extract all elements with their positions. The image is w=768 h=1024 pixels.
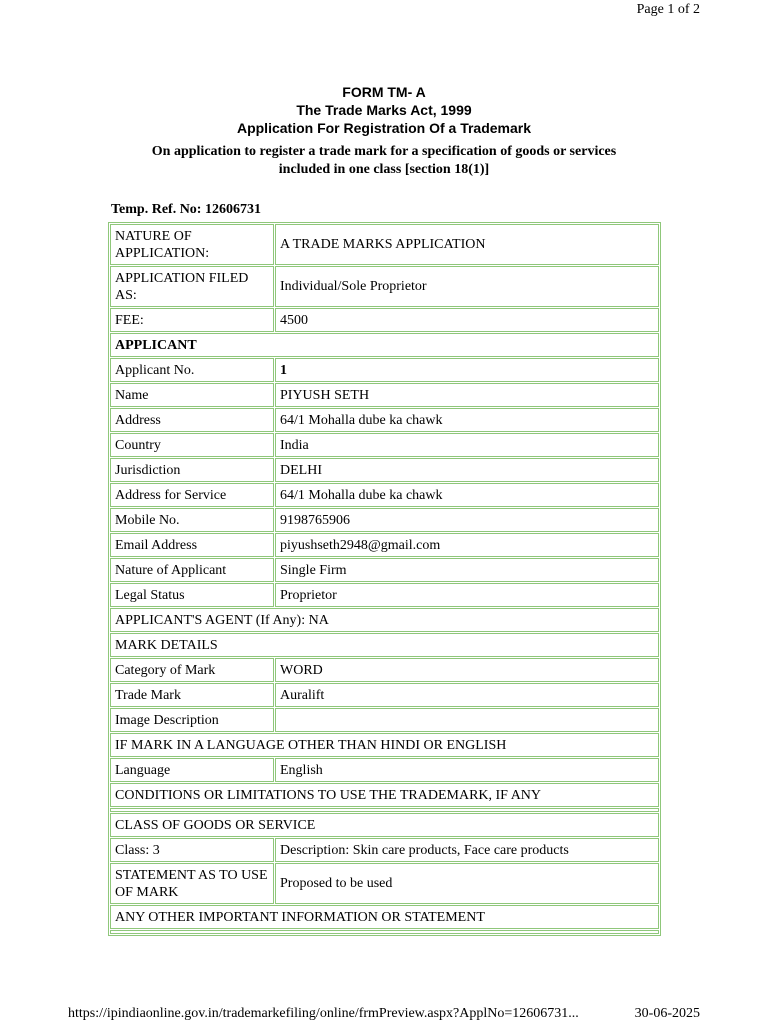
address-value: 64/1 Mohalla dube ka chawk bbox=[275, 408, 659, 432]
applicant-no-value: 1 bbox=[275, 358, 659, 382]
table-row bbox=[110, 483, 659, 507]
section-row bbox=[110, 608, 659, 632]
table-row bbox=[110, 458, 659, 482]
goods-description: Description: Skin care products, Face care products bbox=[275, 838, 659, 862]
email-label: Email Address bbox=[110, 533, 274, 557]
footer-url: https://ipindiaonline.gov.in/trademarkefiling/online/frmPreview.aspx?ApplNo=12606731... bbox=[68, 1006, 579, 1021]
nature-of-applicant-value: Single Firm bbox=[275, 558, 659, 582]
agent-row: APPLICANT'S AGENT (If Any): NA bbox=[110, 608, 659, 632]
category-of-mark-value: WORD bbox=[275, 658, 659, 682]
language-section-header: IF MARK IN A LANGUAGE OTHER THAN HINDI OR ENGLISH bbox=[110, 733, 659, 757]
address-for-service-value: 64/1 Mohalla dube ka chawk bbox=[275, 483, 659, 507]
act-name: The Trade Marks Act, 1999 bbox=[296, 102, 472, 118]
other-info-header: ANY OTHER IMPORTANT INFORMATION OR STATEMENT bbox=[110, 905, 659, 929]
footer-date: 30-06-2025 bbox=[634, 1006, 700, 1021]
applicant-no-label: Applicant No. bbox=[110, 358, 274, 382]
table-row bbox=[110, 358, 659, 382]
nature-of-applicant-label: Nature of Applicant bbox=[110, 558, 274, 582]
table-row bbox=[110, 508, 659, 532]
table-row bbox=[110, 658, 659, 682]
other-info-empty-row bbox=[110, 930, 659, 934]
table-row bbox=[110, 383, 659, 407]
language-value: English bbox=[275, 758, 659, 782]
filed-as-value: Individual/Sole Proprietor bbox=[275, 266, 659, 307]
address-for-service-label: Address for Service bbox=[110, 483, 274, 507]
table-row bbox=[110, 558, 659, 582]
legal-status-label: Legal Status bbox=[110, 583, 274, 607]
table-row bbox=[110, 583, 659, 607]
table-row bbox=[110, 683, 659, 707]
legal-status-value: Proprietor bbox=[275, 583, 659, 607]
class-value: Class: 3 bbox=[110, 838, 274, 862]
form-subtitle bbox=[0, 143, 768, 179]
spacer-row bbox=[110, 930, 659, 934]
country-value: India bbox=[275, 433, 659, 457]
fee-value: 4500 bbox=[275, 308, 659, 332]
trade-mark-label: Trade Mark bbox=[110, 683, 274, 707]
table-row bbox=[110, 408, 659, 432]
country-label: Country bbox=[110, 433, 274, 457]
section-row bbox=[110, 733, 659, 757]
name-value: PIYUSH SETH bbox=[275, 383, 659, 407]
table-row bbox=[110, 308, 659, 332]
mobile-label: Mobile No. bbox=[110, 508, 274, 532]
section-row bbox=[110, 333, 659, 357]
subtitle-line-2: included in one class [section 18(1)] bbox=[278, 162, 490, 177]
jurisdiction-value: DELHI bbox=[275, 458, 659, 482]
name-label: Name bbox=[110, 383, 274, 407]
section-row bbox=[110, 783, 659, 807]
table-row bbox=[110, 708, 659, 732]
form-title: Application For Registration Of a Trademark bbox=[236, 120, 532, 136]
spacer-row bbox=[110, 808, 659, 812]
table-row bbox=[110, 266, 659, 307]
class-of-goods-header: CLASS OF GOODS OR SERVICE bbox=[110, 813, 659, 837]
jurisdiction-label: Jurisdiction bbox=[110, 458, 274, 482]
statement-value: Proposed to be used bbox=[275, 863, 659, 904]
nature-of-application-label: NATURE OF APPLICATION: bbox=[110, 224, 274, 265]
section-row bbox=[110, 905, 659, 929]
conditions-header: CONDITIONS OR LIMITATIONS TO USE THE TRADEMARK, IF ANY bbox=[110, 783, 659, 807]
statement-label: STATEMENT AS TO USE OF MARK bbox=[110, 863, 274, 904]
application-table bbox=[108, 222, 661, 936]
trade-mark-value: Auralift bbox=[275, 683, 659, 707]
address-label: Address bbox=[110, 408, 274, 432]
table-row bbox=[110, 863, 659, 904]
conditions-empty-row bbox=[110, 808, 659, 812]
table-row bbox=[110, 838, 659, 862]
table-row bbox=[110, 433, 659, 457]
mobile-value: 9198765906 bbox=[275, 508, 659, 532]
fee-label: FEE: bbox=[110, 308, 274, 332]
page-number: Page 1 of 2 bbox=[636, 2, 700, 17]
table-row bbox=[110, 758, 659, 782]
section-row bbox=[110, 633, 659, 657]
filed-as-label: APPLICATION FILED AS: bbox=[110, 266, 274, 307]
language-label: Language bbox=[110, 758, 274, 782]
form-title-block bbox=[0, 83, 768, 137]
subtitle-line-1: On application to register a trade mark for a specification of goods or services bbox=[151, 144, 617, 159]
section-row bbox=[110, 813, 659, 837]
category-of-mark-label: Category of Mark bbox=[110, 658, 274, 682]
temp-ref-number: Temp. Ref. No: 12606731 bbox=[111, 202, 261, 217]
table-row bbox=[110, 533, 659, 557]
email-value: piyushseth2948@gmail.com bbox=[275, 533, 659, 557]
image-description-value bbox=[275, 708, 659, 732]
form-name: FORM TM- A bbox=[342, 84, 426, 100]
nature-of-application-value: A TRADE MARKS APPLICATION bbox=[275, 224, 659, 265]
applicant-section-header: APPLICANT bbox=[110, 333, 659, 357]
image-description-label: Image Description bbox=[110, 708, 274, 732]
table-row bbox=[110, 224, 659, 265]
mark-details-header: MARK DETAILS bbox=[110, 633, 659, 657]
